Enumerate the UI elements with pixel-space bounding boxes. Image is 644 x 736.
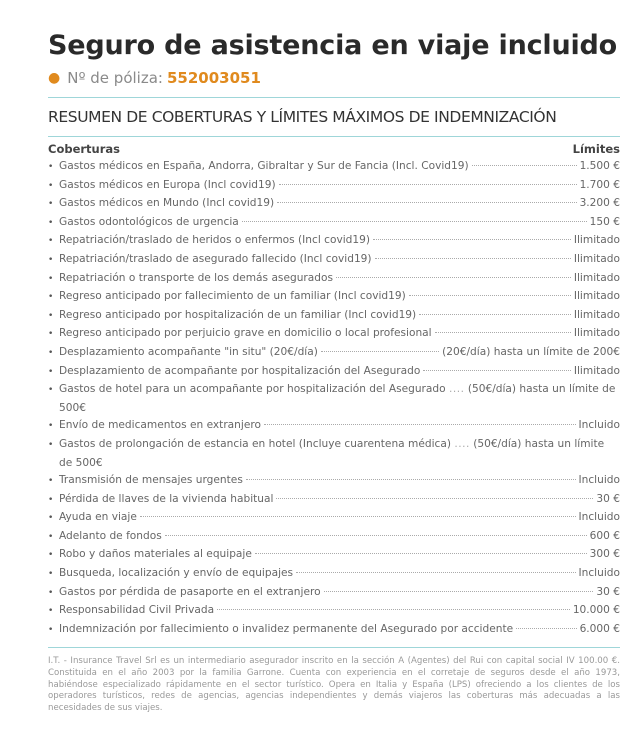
divider	[48, 97, 620, 98]
coverage-row	[48, 436, 620, 472]
coverage-label: Busqueda, localización y envío de equipajes	[59, 567, 294, 580]
coverage-limit: Ilimitado	[573, 271, 620, 284]
bullet-icon: •	[48, 273, 54, 284]
bullet-icon: •	[48, 347, 54, 358]
coverage-limit: 3.200 €	[579, 197, 620, 210]
bullet-icon: •	[48, 329, 54, 340]
coverage-row	[48, 270, 620, 289]
coverage-row	[48, 602, 620, 621]
coverage-row	[48, 565, 620, 584]
dot-leader	[321, 351, 439, 352]
dot-leader	[296, 572, 575, 573]
coverage-label: Gastos de prolongación de estancia en hotel (Incluye cuarentena médica)	[59, 437, 451, 450]
coverage-row	[48, 621, 620, 640]
coverage-limit: (20€/día) hasta un límite de 200€	[442, 345, 620, 358]
coverage-limit: Ilimitado	[573, 327, 620, 340]
bullet-icon: •	[48, 254, 54, 265]
coverage-label: Ayuda en viaje	[59, 511, 137, 524]
bullet-icon: •	[48, 569, 54, 580]
coverage-label: Responsabilidad Civil Privada	[59, 604, 215, 617]
column-headers	[48, 142, 620, 156]
coverage-label: Pérdida de llaves de la vivienda habitual	[59, 492, 274, 505]
coverage-row	[48, 584, 620, 603]
coverage-row	[48, 232, 620, 251]
coverage-row	[48, 528, 620, 547]
coverage-row	[48, 546, 620, 565]
coverage-limit: (50€/día) hasta un límite de 500€	[59, 437, 605, 469]
coverage-row	[48, 472, 620, 491]
coverage-row	[48, 509, 620, 528]
coverage-label: Adelanto de fondos	[59, 529, 162, 542]
coverage-limit: 1.700 €	[579, 178, 620, 191]
coverage-limit: 1.500 €	[579, 160, 620, 172]
coverage-label: Transmisión de mensajes urgentes	[59, 474, 243, 487]
summary-heading: RESUMEN DE COBERTURAS Y LÍMITES MÁXIMOS DE INDEMNIZACIÓN	[48, 108, 620, 137]
coverage-list	[48, 158, 620, 639]
coverage-limit: Ilimitado	[573, 308, 620, 321]
coverage-label: Repatriación o transporte de los demás asegurados	[59, 271, 333, 284]
coverage-limit: Incluido	[578, 511, 620, 524]
coverage-limit: Incluido	[578, 567, 620, 580]
coverage-label: Gastos por pérdida de pasaporte en el extranjero	[59, 585, 321, 598]
bullet-icon: •	[48, 217, 54, 228]
dot-leader	[423, 370, 570, 371]
dot-leader	[165, 535, 587, 536]
coverage-row	[48, 307, 620, 326]
coverage-row	[48, 251, 620, 270]
policy-number: 552003051	[166, 69, 261, 87]
coverage-row	[48, 363, 620, 382]
coverage-label: Regreso anticipado por hospitalización de un familiar (Incl covid19)	[59, 308, 417, 321]
dot-leader	[140, 516, 576, 517]
coverage-limit: Ilimitado	[573, 364, 620, 377]
coverage-row	[48, 417, 620, 436]
dot-leader	[246, 479, 576, 480]
coverage-row	[48, 177, 620, 196]
coverage-limit: Incluido	[578, 419, 620, 432]
bullet-icon: •	[48, 199, 54, 210]
coverage-row	[48, 214, 620, 233]
coverage-label: Envío de medicamentos en extranjero	[59, 419, 261, 432]
coverage-label: Regreso anticipado por perjuicio grave en domicilio o local profesional	[59, 327, 432, 340]
bullet-icon: •	[48, 494, 54, 505]
dot-leader: ....	[448, 383, 465, 396]
dot-leader	[277, 202, 576, 203]
dot-leader	[373, 239, 571, 240]
dot-leader	[336, 277, 571, 278]
coverage-label: Repatriación/traslado de asegurado fallecido (Incl covid19)	[59, 252, 372, 265]
coverage-limit: Incluido	[578, 474, 620, 487]
coverage-row	[48, 195, 620, 214]
coverage-label: Robo y daños materiales al equipaje	[59, 548, 252, 561]
coverage-label: Desplazamiento de acompañante por hospitalización del Asegurado	[59, 364, 421, 377]
footer-disclaimer: I.T. - Insurance Travel Srl es un intermediario asegurador inscrito en la sección A (Agentes) del Rui con capital social IV 100.00 €. Constituida en el año 2003 por la familia Garrone. Cuenta con experiencia en el corretaje de seguros desde el año 1973, habiéndose especializado rápidamente en el sector turístico. Opera en Italia y España (LPS) ofreciendo a los clientes de los operadores turísticos, redes de agencias, agencias independientes y demás viajeros las coberturas más adecuadas a las necesidades de sus viajes.	[48, 647, 620, 714]
coverage-label: Indemnización por fallecimiento o invalidez permanente del Asegurado por accidente	[59, 622, 514, 635]
bullet-icon: •	[48, 421, 54, 432]
limits-column-header: Límites	[572, 142, 620, 156]
coverage-limit: 6.000 €	[579, 622, 620, 635]
coverage-row	[48, 325, 620, 344]
coverage-limit: Ilimitado	[573, 252, 620, 265]
dot-leader: ....	[454, 437, 470, 450]
coverage-limit: 600 €	[589, 529, 620, 542]
coverage-column-header: Coberturas	[48, 142, 121, 156]
coverage-row	[48, 381, 620, 417]
coverage-row	[48, 288, 620, 307]
coverage-label: Gastos de hotel para un acompañante por hospitalización del Asegurado	[59, 383, 446, 396]
coverage-label: Regreso anticipado por fallecimiento de un familiar (Incl covid19)	[59, 290, 406, 303]
policy-label: Nº de póliza:	[67, 69, 163, 87]
coverage-limit: 300 €	[589, 548, 620, 561]
dot-leader	[276, 498, 593, 499]
coverage-limit: 10.000 €	[572, 604, 620, 617]
bullet-icon: ●	[48, 70, 61, 86]
coverage-label: Repatriación/traslado de heridos o enfermos (Incl covid19)	[59, 234, 371, 247]
dot-leader	[435, 332, 571, 333]
dot-leader	[375, 258, 571, 259]
bullet-icon: •	[48, 162, 54, 172]
dot-leader	[324, 591, 594, 592]
dot-leader	[264, 424, 576, 425]
bullet-icon: •	[48, 310, 54, 321]
dot-leader	[242, 221, 587, 222]
coverage-row	[48, 491, 620, 510]
coverage-limit: 150 €	[589, 215, 620, 228]
policy-line	[48, 69, 620, 87]
coverage-limit: 30 €	[596, 585, 620, 598]
bullet-icon: •	[48, 385, 54, 396]
bullet-icon: •	[48, 366, 54, 377]
bullet-icon: •	[48, 531, 54, 542]
bullet-icon: •	[48, 550, 54, 561]
bullet-icon: •	[48, 476, 54, 487]
dot-leader	[255, 553, 587, 554]
bullet-icon: •	[48, 606, 54, 617]
coverage-label: Gastos médicos en Mundo (Incl covid19)	[59, 197, 275, 210]
dot-leader	[217, 609, 570, 610]
coverage-limit: Ilimitado	[573, 234, 620, 247]
bullet-icon: •	[48, 439, 54, 450]
bullet-icon: •	[48, 292, 54, 303]
dot-leader	[472, 165, 577, 166]
bullet-icon: •	[48, 513, 54, 524]
coverage-label: Desplazamiento acompañante "in situ" (20€/día)	[59, 345, 318, 358]
dot-leader	[409, 295, 571, 296]
coverage-label: Gastos odontológicos de urgencia	[59, 215, 239, 228]
bullet-icon: •	[48, 180, 54, 191]
coverage-label: Gastos médicos en Europa (Incl covid19)	[59, 178, 276, 191]
dot-leader	[516, 628, 576, 629]
coverage-limit: 30 €	[596, 492, 620, 505]
bullet-icon: •	[48, 587, 54, 598]
dot-leader	[279, 184, 577, 185]
coverage-row	[48, 344, 620, 363]
coverage-label: Gastos médicos en España, Andorra, Gibraltar y Sur de Fancia (Incl. Covid19)	[59, 160, 469, 172]
insurance-summary-document	[48, 30, 620, 714]
coverage-limit: Ilimitado	[573, 290, 620, 303]
dot-leader	[419, 314, 571, 315]
page-title: Seguro de asistencia en viaje incluido	[48, 30, 618, 61]
bullet-icon: •	[48, 624, 54, 635]
coverage-limit: (50€/día) hasta un límite de 500€	[59, 383, 616, 414]
bullet-icon: •	[48, 236, 54, 247]
coverage-row	[48, 158, 620, 177]
